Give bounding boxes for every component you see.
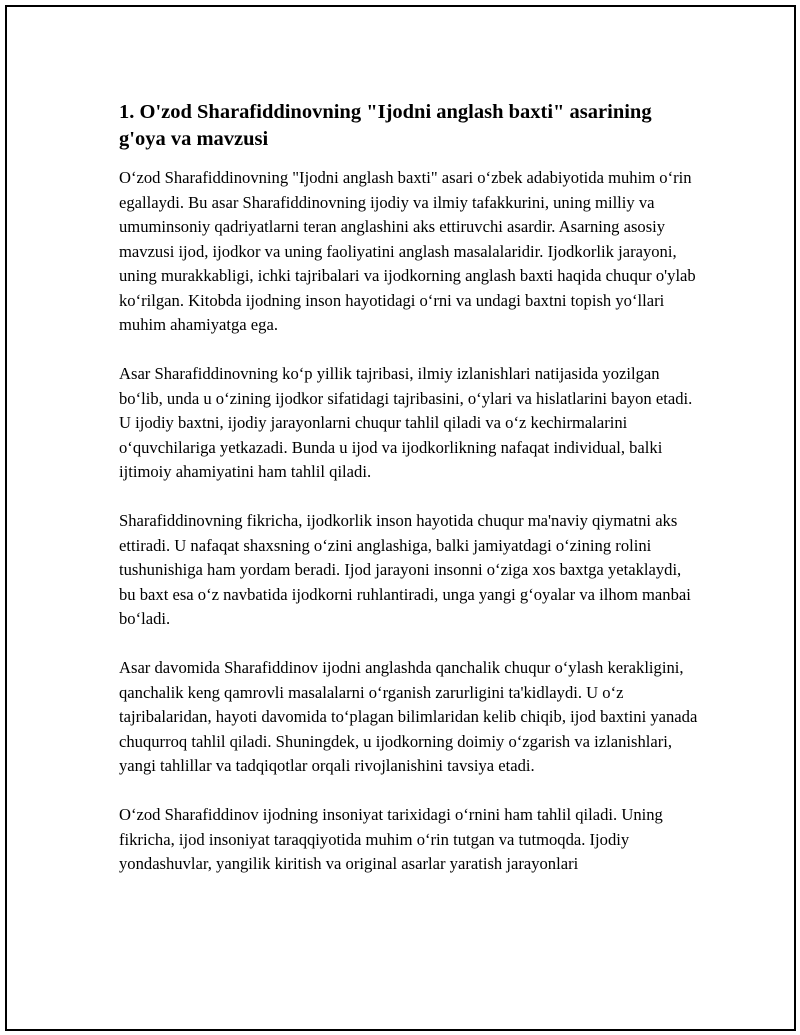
section-heading: 1. O'zod Sharafiddinovning "Ijodni anglash baxti" asarining g'oya va mavzusi <box>119 101 652 150</box>
document-page <box>5 5 796 1031</box>
paragraph-2: Asar Sharafiddinovning ko‘p yillik tajribasi, ilmiy izlanishlari natijasida yozilgan bo‘lib, unda u o‘zining ijodkor sifatidagi tajribasini, o‘ylari va hislatlarini bayon etadi. U ijodiy baxtni, ijodiy jarayonlarni chuqur tahlil qiladi va o‘z kechirmalarini o‘quvchilariga yetkazadi. Bunda u ijod va ijodkorlikning nafaqat individual, balki ijtimoiy ahamiyatini ham tahlil qiladi. <box>119 364 693 481</box>
paragraph-4: Asar davomida Sharafiddinov ijodni anglashda qanchalik chuqur o‘ylash kerakligini, qanchalik keng qamrovli masalalarni o‘rganish zarurligini ta'kidlaydi. U o‘z tajribalaridan, hayoti davomida to‘plagan bilimlaridan kelib chiqib, ijod baxtini yanada chuqurroq tahlil qiladi. Shuningdek, u ijodkorning doimiy o‘zgarish va izlanishlari, yangi tahlillar va tadqiqotlar orqali rivojlanishini tavsiya etadi. <box>119 658 698 775</box>
paragraph-1: O‘zod Sharafiddinovning "Ijodni anglash baxti" asari o‘zbek adabiyotida muhim o‘rin egallaydi. Bu asar Sharafiddinovning ijodiy va ilmiy tafakkurini, uning milliy va umuminsoniy qadriyatlarni teran anglashini aks ettiruvchi asardir. Asarning asosiy mavzusi ijod, ijodkor va uning faoliyatini anglash masalalaridir. Ijodkorlik jarayoni, uning murakkabligi, ichki tajribalari va ijodkorning anglash baxti haqida chuqur o'ylab ko‘rilgan. Kitobda ijodning inson hayotidagi o‘rni va undagi baxtni topish yo‘llari muhim ahamiyatga ega. <box>119 168 696 334</box>
document-body <box>119 99 699 877</box>
paragraph-5: O‘zod Sharafiddinov ijodning insoniyat tarixidagi o‘rnini ham tahlil qiladi. Uning fikricha, ijod insoniyat taraqqiyotida muhim o‘rin tutgan va tutmoqda. Ijodiy yondashuvlar, yangilik kiritish va original asarlar yaratish jarayonlari <box>119 805 663 873</box>
paragraph-3: Sharafiddinovning fikricha, ijodkorlik inson hayotida chuqur ma'naviy qiymatni aks ettiradi. U nafaqat shaxsning o‘zini anglashiga, balki jamiyatdagi o‘zining rolini tushunishiga ham yordam beradi. Ijod jarayoni insonni o‘ziga xos baxtga yetaklaydi, bu baxt esa o‘z navbatida ijodkorni ruhlantiradi, unga yangi g‘oyalar va ilhom manbai bo‘ladi. <box>119 511 691 628</box>
